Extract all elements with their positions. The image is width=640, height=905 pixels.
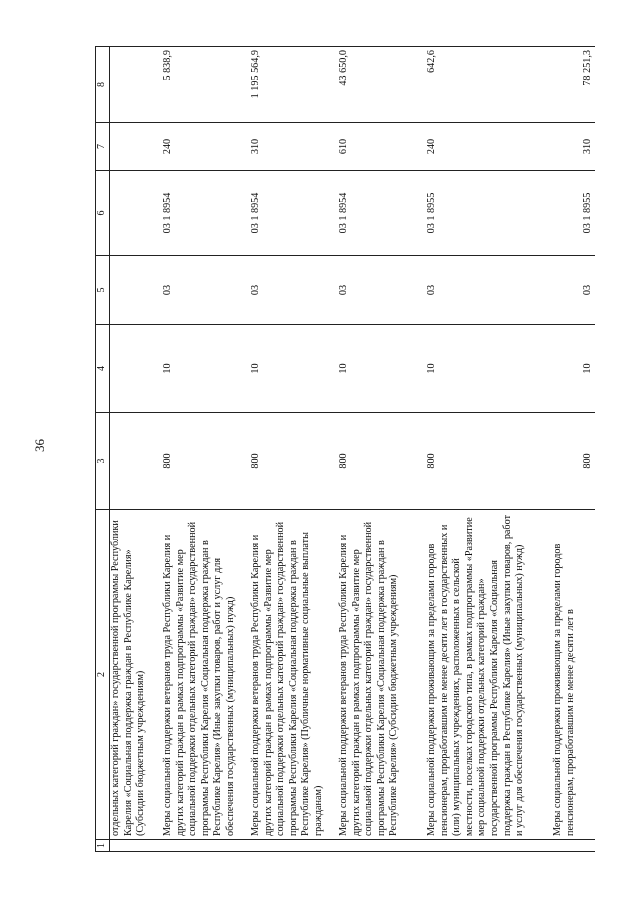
amount: 642,6 bbox=[426, 47, 552, 123]
ministry-code: 800 bbox=[162, 413, 250, 510]
row-index-cell bbox=[162, 840, 250, 852]
column-number: 4 bbox=[96, 325, 110, 413]
section-code: 10 bbox=[426, 325, 552, 413]
row-index-cell bbox=[250, 840, 338, 852]
target-article-code: 03 1 8955 bbox=[426, 171, 552, 256]
target-article-code: 03 1 8954 bbox=[338, 171, 426, 256]
column-number: 8 bbox=[96, 47, 110, 123]
target-article-code bbox=[110, 171, 163, 256]
page-number: 36 bbox=[32, 439, 47, 452]
section-code: 10 bbox=[162, 325, 250, 413]
amount: 43 650,0 bbox=[338, 47, 426, 123]
row-description: Меры социальной поддержки проживающим за пределами городов пенсионерам, проработавшим не менее десяти лет в государственных и (или) муниципальных учреждениях, расположенных в сельской местности, поселках городского типа, в рамках подпрограммы «Развитие мер социальной поддержки отдельных категорий граждан» государственной программы Республики Карелия «Социальная поддержка граждан в Республике Карелия» (Иные закупки товаров, работ и услуг для обеспечения государственных (муниципальных) нужд) bbox=[426, 510, 552, 840]
amount: 5 838,9 bbox=[162, 47, 250, 123]
row-index-cell bbox=[338, 840, 426, 852]
table-row bbox=[426, 47, 552, 852]
row-description: Меры социальной поддержки ветеранов труда Республики Карелия и других категорий граждан в рамках подпрограммы «Развитие мер социальной поддержки отдельных категорий граждан» государственной программы Республики Карелия «Социальная поддержка граждан в Республике Карелия» (Иные закупки товаров, работ и услуг для обеспечения государственных (муниципальных) нужд) bbox=[162, 510, 250, 840]
table-row bbox=[552, 47, 595, 852]
table-row bbox=[162, 47, 250, 852]
expense-type-code: 310 bbox=[250, 123, 338, 171]
ministry-code: 800 bbox=[250, 413, 338, 510]
row-description: отдельных категорий граждан» государственной программы Республики Карелия «Социальная поддержка граждан в Республике Карелия» (Субсидии бюджетным учреждениям) bbox=[110, 510, 163, 840]
row-index-cell bbox=[426, 840, 552, 852]
target-article-code: 03 1 8954 bbox=[250, 171, 338, 256]
section-code: 10 bbox=[338, 325, 426, 413]
amount bbox=[110, 47, 163, 123]
expense-type-code bbox=[110, 123, 163, 171]
ministry-code: 800 bbox=[338, 413, 426, 510]
ministry-code: 800 bbox=[552, 413, 595, 510]
section-code: 10 bbox=[552, 325, 595, 413]
column-number: 6 bbox=[96, 171, 110, 256]
document-page bbox=[95, 47, 615, 852]
expense-type-code: 310 bbox=[552, 123, 595, 171]
row-description: Меры социальной поддержки ветеранов труда Республики Карелия и других категорий граждан в рамках подпрограммы «Развитие мер социальной поддержки отдельных категорий граждан» государственной программы Республики Карелия «Социальная поддержка граждан в Республике Карелия» (Публичные нормативные социальные выплаты гражданам) bbox=[250, 510, 338, 840]
budget-table bbox=[95, 46, 595, 852]
subsection-code: 03 bbox=[250, 256, 338, 325]
column-number: 5 bbox=[96, 256, 110, 325]
expense-type-code: 610 bbox=[338, 123, 426, 171]
amount: 78 251,3 bbox=[552, 47, 595, 123]
column-number: 1 bbox=[96, 840, 110, 852]
column-number-row bbox=[96, 47, 110, 852]
subsection-code bbox=[110, 256, 163, 325]
row-index-cell bbox=[552, 840, 595, 852]
ministry-code bbox=[110, 413, 163, 510]
column-number: 2 bbox=[96, 510, 110, 840]
section-code: 10 bbox=[250, 325, 338, 413]
amount: 1 195 564,9 bbox=[250, 47, 338, 123]
subsection-code: 03 bbox=[426, 256, 552, 325]
table-row bbox=[250, 47, 338, 852]
row-index-cell bbox=[110, 840, 163, 852]
ministry-code: 800 bbox=[426, 413, 552, 510]
subsection-code: 03 bbox=[338, 256, 426, 325]
table-row bbox=[110, 47, 163, 852]
subsection-code: 03 bbox=[552, 256, 595, 325]
row-description: Меры социальной поддержки проживающим за пределами городов пенсионерам, проработавшим не менее десяти лет в bbox=[552, 510, 595, 840]
target-article-code: 03 1 8955 bbox=[552, 171, 595, 256]
expense-type-code: 240 bbox=[426, 123, 552, 171]
section-code bbox=[110, 325, 163, 413]
column-number: 3 bbox=[96, 413, 110, 510]
expense-type-code: 240 bbox=[162, 123, 250, 171]
target-article-code: 03 1 8954 bbox=[162, 171, 250, 256]
subsection-code: 03 bbox=[162, 256, 250, 325]
column-number: 7 bbox=[96, 123, 110, 171]
row-description: Меры социальной поддержки ветеранов труда Республики Карелия и других категорий граждан в рамках подпрограммы «Развитие мер социальной поддержки отдельных категорий граждан» государственной программы Республики Карелия «Социальная поддержка граждан в Республике Карелия» (Субсидии бюджетным учреждениям) bbox=[338, 510, 426, 840]
table-row bbox=[338, 47, 426, 852]
